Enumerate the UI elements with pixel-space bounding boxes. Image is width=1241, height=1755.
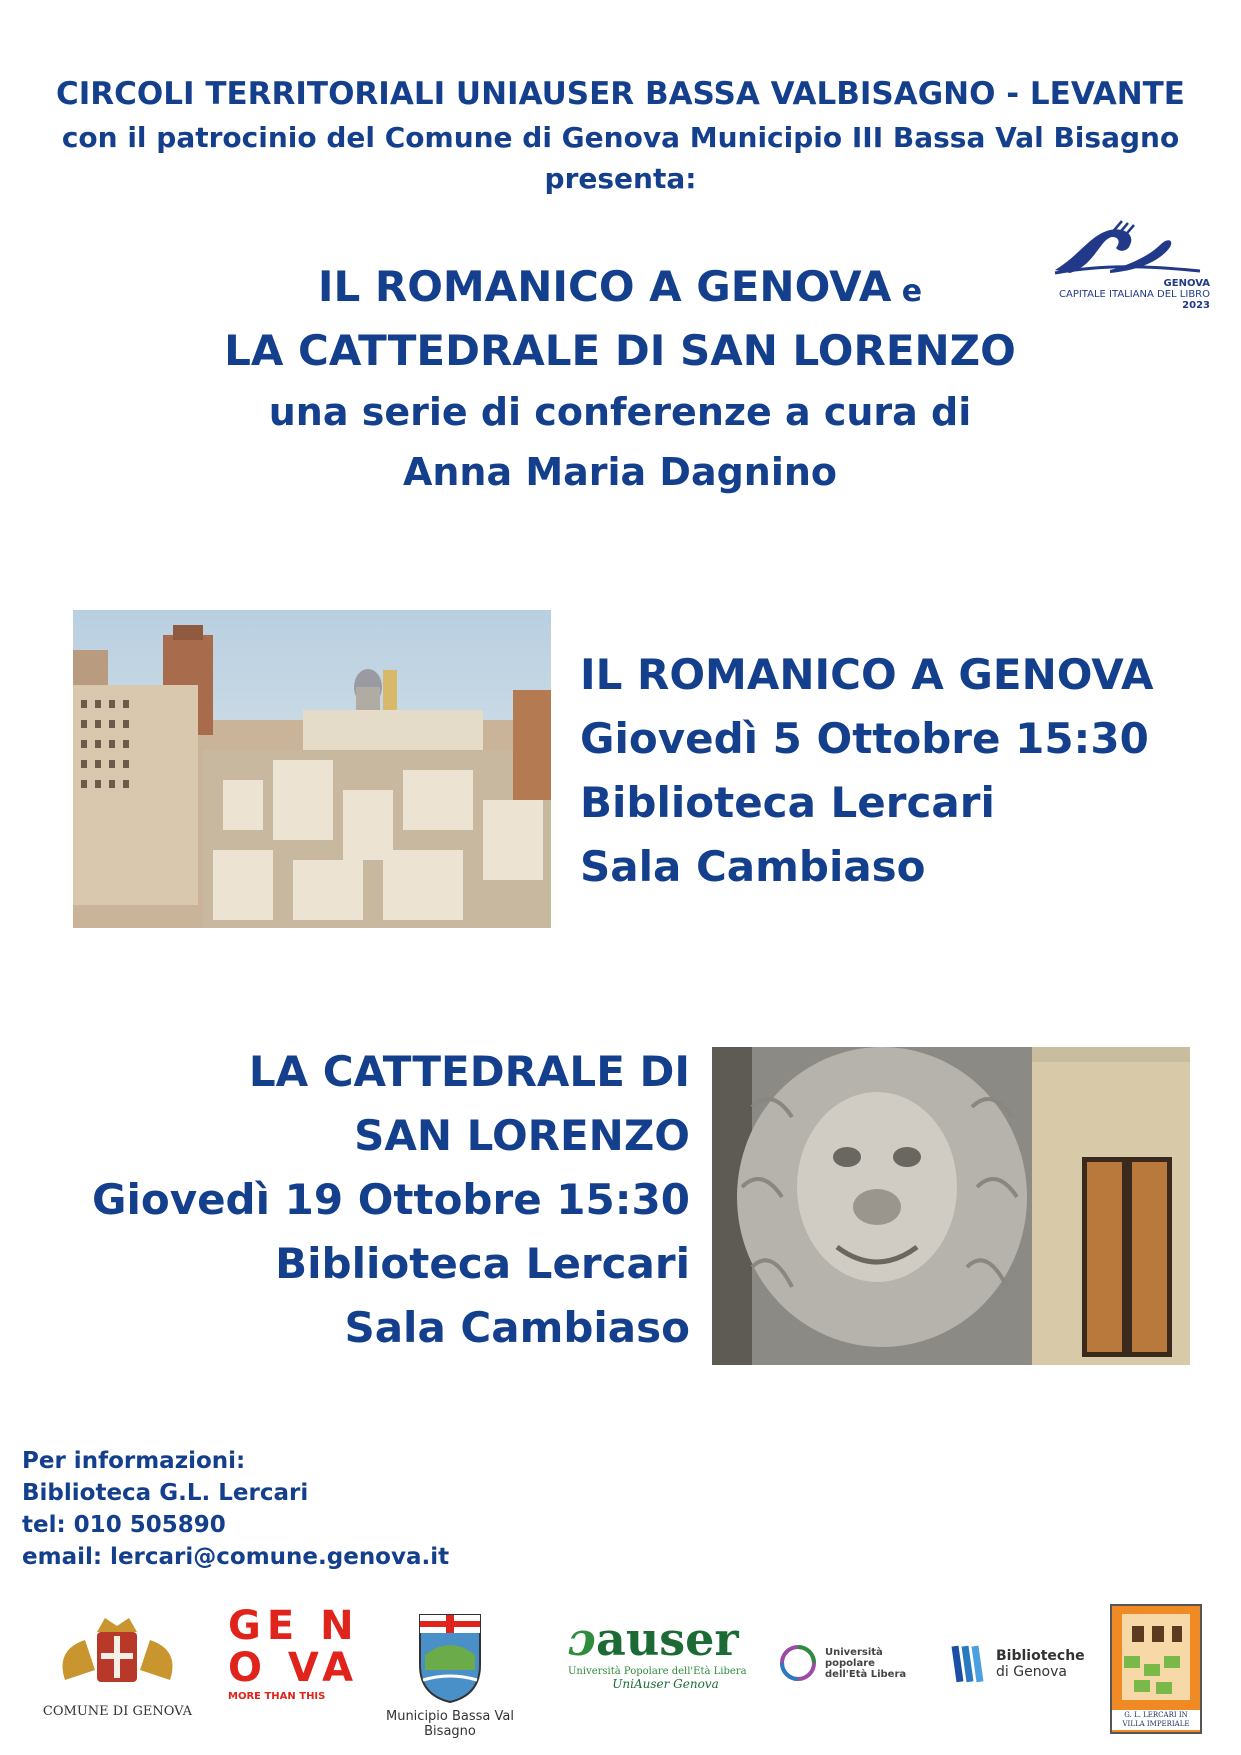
comune-crest-icon: [35, 1610, 200, 1700]
curator-name: Anna Maria Dagnino: [402, 450, 838, 494]
title-line-1: [140, 262, 1100, 311]
title-line-3: una serie di conferenze a cura di: [268, 390, 972, 434]
event-2-title-line-2: SAN LORENZO: [354, 1111, 690, 1160]
capital-year: 2023: [1182, 300, 1210, 311]
genova-tagline: MORE THAN THIS: [228, 1691, 326, 1702]
universita-popolare-logo: [775, 1640, 915, 1686]
auser-wordmark: [568, 1612, 763, 1666]
info-heading: Per informazioni:: [22, 1448, 246, 1474]
event-2-date: Giovedì 19 Ottobre 15:30: [91, 1175, 690, 1224]
comune-caption: COMUNE DI GENOVA: [42, 1704, 193, 1719]
biblioteche-line-1: Biblioteche: [996, 1648, 1085, 1664]
event-1-title: IL ROMANICO A GENOVA: [580, 650, 1154, 699]
title-conjunction: e: [891, 274, 923, 309]
event-1-room: Sala Cambiaso: [580, 842, 926, 891]
event-2: [40, 1040, 690, 1360]
event-1-place: Biblioteca Lercari: [580, 778, 995, 827]
universita-swirl-icon: [775, 1640, 821, 1686]
municipio-caption: Municipio Bassa Val Bisagno: [385, 1709, 514, 1739]
title-romanico: IL ROMANICO A GENOVA: [317, 262, 892, 311]
genova-brand-text: GE NO VA: [228, 1603, 360, 1691]
municipio-logo: [380, 1610, 520, 1739]
auser-subtitle-1: Università Popolare dell'Età Libera: [568, 1666, 747, 1677]
info-library: Biblioteca G.L. Lercari: [22, 1480, 309, 1506]
lercari-villa-logo: [1110, 1604, 1202, 1734]
info-email[interactable]: email: lercari@comune.genova.it: [22, 1544, 450, 1570]
biblioteche-genova-logo: [950, 1640, 1090, 1688]
municipio-shield-icon: [415, 1610, 485, 1705]
genova-more-than-this-logo: [228, 1605, 368, 1702]
event-1: [580, 643, 1210, 899]
capital-subtitle: CAPITALE ITALIANA DEL LIBRO: [1059, 289, 1210, 300]
auser-text: auser: [596, 1612, 739, 1666]
universita-text: Università popolare dell'Età Libera: [825, 1646, 907, 1680]
auser-subtitle-2: UniAuser Genova: [612, 1677, 719, 1691]
presents-line: presenta:: [544, 162, 697, 195]
event-2-title-line-1: LA CATTEDRALE DI: [248, 1047, 690, 1096]
biblioteche-text: [996, 1648, 1085, 1680]
capital-city: GENOVA: [1163, 278, 1210, 289]
cathedral-lion-photo: [712, 1047, 1190, 1365]
event-1-date: Giovedì 5 Ottobre 15:30: [580, 714, 1149, 763]
auser-a-icon: ɔ: [568, 1612, 597, 1666]
lercari-caption: G. L. LERCARI IN VILLA IMPERIALE: [1112, 1710, 1200, 1730]
event-2-place: Biblioteca Lercari: [275, 1239, 690, 1288]
books-icon: [950, 1640, 990, 1688]
title-line-2: LA CATTEDRALE DI SAN LORENZO: [224, 326, 1016, 375]
organizer-line: CIRCOLI TERRITORIALI UNIAUSER BASSA VALBISAGNO - LEVANTE: [56, 76, 1185, 112]
event-2-room: Sala Cambiaso: [344, 1303, 690, 1352]
villa-imperiale-icon: [1112, 1606, 1200, 1706]
comune-genova-logo: [35, 1610, 200, 1719]
auser-logo: [568, 1612, 763, 1691]
info-block: [22, 1445, 449, 1573]
patronage-line: con il patrocinio del Comune di Genova Municipio III Bassa Val Bisagno: [61, 121, 1180, 154]
info-tel[interactable]: tel: 010 505890: [22, 1512, 226, 1538]
genova-cityscape-photo: [73, 610, 551, 928]
biblioteche-line-2: di Genova: [996, 1664, 1067, 1680]
